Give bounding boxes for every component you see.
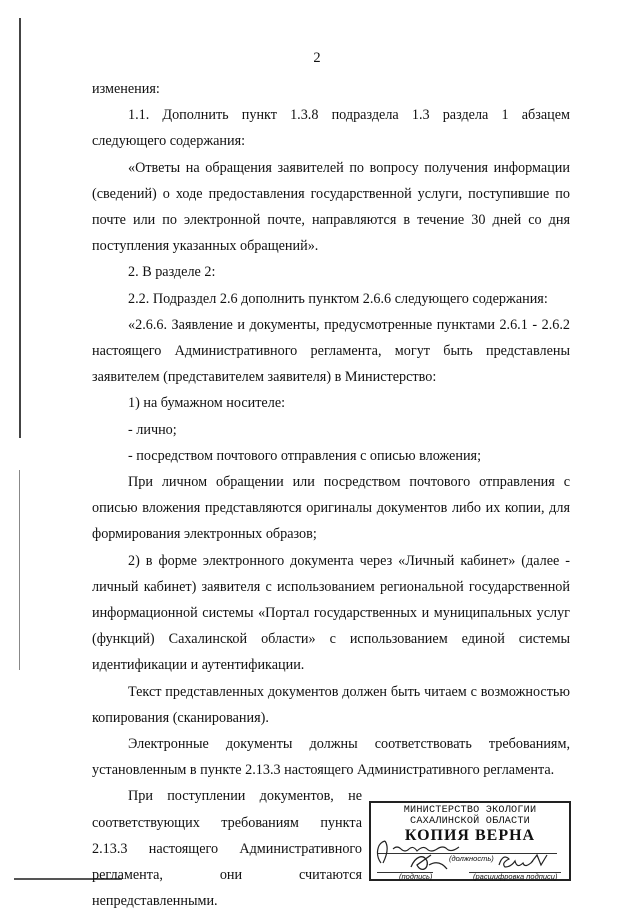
stamp-caption-signature: (подпись) [399, 872, 433, 881]
stamp-caption-position: (должность) [449, 854, 494, 863]
page-number: 2 [313, 50, 321, 66]
stamp-ministry-line: МИНИСТЕРСТВО ЭКОЛОГИИ [403, 805, 537, 816]
paragraph: - лично; [128, 421, 177, 438]
paragraph: 1) на бумажном носителе: [128, 395, 286, 412]
scan-artifact-line [19, 470, 20, 670]
certified-copy-stamp [369, 801, 571, 881]
paragraph: - посредством почтового отправления с описью вложения; [128, 447, 482, 464]
document-body [92, 76, 570, 915]
handwritten-signature [371, 803, 573, 883]
paragraph: 2. В разделе 2: [128, 264, 216, 281]
paragraph: 2) в форме электронного документа через «Личный кабинет» (далее - личный кабинет) заявителя с использованием региональной государственной информационной системы «Портал государственных и муниципальных услуг (функций) Сахалинской области» с использованием единой системы идентификации и аутентификации. [92, 552, 570, 674]
paragraph: Электронные документы должны соответствовать требованиям, установленным в пункте 2.13.3 настоящего Административного регламента. [92, 736, 570, 779]
paragraph: «Ответы на обращения заявителей по вопросу получения информации (сведений) о ходе предоставления государственной услуги, поступившие по почте или по электронной почте, направляются в течение 30 дней со дня поступления указанных обращений». [92, 159, 570, 255]
scan-artifact-line [19, 18, 21, 438]
stamp-region-line: САХАЛИНСКОЙ ОБЛАСТИ [410, 816, 530, 827]
stamp-caption-decoding: (расшифровка подписи) [473, 872, 558, 881]
paragraph-last: При поступлении документов, не соответствующих требованиям пункта 2.13.3 настоящего Административного регламента, они считаются непредставленными. [92, 788, 362, 910]
paragraph: При личном обращении или посредством почтового отправления с описью вложения представляются оригиналы документов либо их копии, для формирования электронных образов; [92, 474, 570, 543]
paragraph: «2.6.6. Заявление и документы, предусмотренные пунктами 2.6.1 - 2.6.2 настоящего Административного регламента, могут быть представлены заявителем (представителем заявителя) в Министерство: [92, 316, 570, 386]
paragraph: 2.2. Подраздел 2.6 дополнить пунктом 2.6.6 следующего содержания: [128, 290, 548, 307]
stamp-certified-copy: КОПИЯ ВЕРНА [404, 827, 536, 844]
paragraph: изменения: [92, 81, 160, 97]
paragraph: Текст представленных документов должен быть читаем с возможностью копирования (сканирования). [92, 683, 570, 726]
paragraph: 1.1. Дополнить пункт 1.3.8 подраздела 1.3 раздела 1 абзацем следующего содержания: [92, 107, 570, 150]
